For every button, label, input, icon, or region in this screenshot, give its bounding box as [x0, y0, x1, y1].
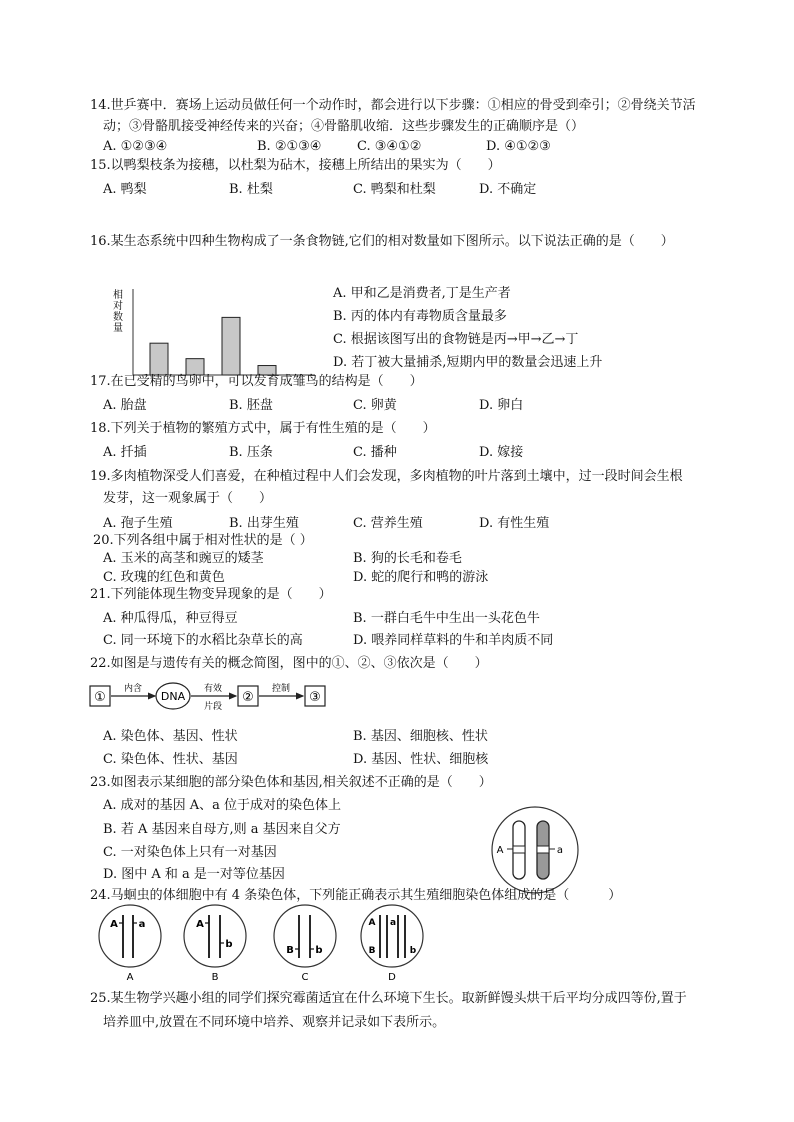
q23-option-a: A. 成对的基因 A、a 位于成对的染色体上 — [103, 798, 342, 813]
chart-ylabel-char: 相 — [113, 290, 123, 301]
q25-stem-line1: 25.某生物学兴趣小组的同学们探究霉菌适宜在什么环境下生长。取新鲜馒头烘干后平均分成四等份,置于 — [90, 991, 687, 1006]
q21-option-b: B. 一群白毛牛中生出一头花色牛 — [353, 611, 540, 626]
q15-option-d: D. 不确定 — [479, 182, 537, 197]
cell-a-gene-1: A — [110, 919, 118, 930]
q17-option-a: A. 胎盘 — [103, 398, 147, 413]
q21-stem: 21.下列能体现生物变异现象的是（ ） — [90, 587, 332, 602]
cell-b-caption: B — [211, 972, 219, 983]
q17-option-c: C. 卵黄 — [353, 398, 397, 413]
q18-stem: 18.下列关于植物的繁殖方式中，属于有性生殖的是（ ） — [90, 421, 436, 436]
cell-a-outline — [99, 905, 161, 967]
q14-option-b: B. ②①③④ — [257, 139, 322, 154]
q16-bar-chart — [100, 285, 330, 380]
q18-option-a: A. 扦插 — [103, 445, 147, 460]
q16-option-c: C. 根据该图写出的食物链是丙→甲→乙→丁 — [333, 332, 579, 347]
q23-chromosome-cell — [485, 804, 585, 896]
concept-dna-label: DNA — [160, 690, 186, 703]
q16-option-b: B. 丙的体内有毒物质含量最多 — [333, 309, 507, 324]
gene-label-upper-a: A — [496, 845, 504, 856]
q22-option-a: A. 染色体、基因、性状 — [103, 729, 238, 744]
q22-option-b: B. 基因、细胞核、性状 — [353, 729, 488, 744]
q17-option-b: B. 胚盘 — [229, 398, 273, 413]
chart-ylabel-char: 量 — [113, 323, 123, 334]
cell-d-gene-1: A — [368, 918, 376, 928]
chart-bar — [222, 317, 240, 375]
chart-ylabel-char: 对 — [113, 301, 123, 312]
cell-d-outline — [361, 905, 423, 967]
q15-option-b: B. 杜梨 — [229, 182, 273, 197]
concept-arrow-2-label-bottom: 片段 — [203, 702, 223, 712]
q20-option-a: A. 玉米的高茎和豌豆的矮茎 — [103, 551, 264, 566]
q20-option-d: D. 蛇的爬行和鸭的游泳 — [353, 570, 489, 585]
concept-box-3-label: ③ — [309, 690, 321, 705]
concept-arrow-2-label-top: 有效 — [203, 684, 223, 694]
cell-b-outline — [184, 905, 246, 967]
q21-option-a: A. 种瓜得瓜，种豆得豆 — [103, 611, 238, 626]
concept-arrow-1-label: 内含 — [123, 684, 143, 694]
cell-d-gene-2: a — [389, 918, 397, 928]
cell-c-outline — [274, 905, 336, 967]
q19-option-a: A. 孢子生殖 — [103, 516, 173, 531]
q25-stem-line2: 培养皿中,放置在不同环境中培养、观察并记录如下表所示。 — [103, 1015, 446, 1030]
cell-c-gene-2: b — [315, 945, 323, 956]
concept-arrow-3-label: 控制 — [271, 684, 291, 694]
q15-stem: 15.以鸭梨枝条为接穗，以杜梨为砧木，接穗上所结出的果实为（ ） — [90, 158, 501, 173]
q20-option-b: B. 狗的长毛和卷毛 — [353, 551, 462, 566]
cell-c-caption: C — [301, 972, 309, 983]
concept-box-1-label: ① — [94, 690, 106, 705]
q17-stem: 17.在已受精的鸟卵中，可以发育成雏鸟的结构是（ ） — [90, 374, 423, 389]
q14-option-c: C. ③④①② — [357, 139, 422, 154]
q23-option-b: B. 若 A 基因来自母方,则 a 基因来自父方 — [103, 822, 341, 837]
q24-stem: 24.马蛔虫的体细胞中有 4 条染色体，下列能正确表示其生殖细胞染色体组成的是（ ） — [90, 888, 622, 903]
cell-b-gene-1: A — [196, 919, 204, 930]
q22-concept-diagram — [88, 678, 338, 714]
q19-option-d: D. 有性生殖 — [479, 516, 550, 531]
q22-stem: 22.如图是与遗传有关的概念简图，图中的①、②、③依次是（ ） — [90, 656, 488, 671]
q19-option-b: B. 出芽生殖 — [229, 516, 299, 531]
cell-b-gene-2: b — [225, 939, 233, 950]
q20-option-c: C. 玫瑰的红色和黄色 — [103, 570, 225, 585]
q18-option-d: D. 嫁接 — [479, 445, 524, 460]
cell-d-gene-3: B — [368, 946, 376, 956]
q16-option-d: D. 若丁被大量捕杀,短期内甲的数量会迅速上升 — [333, 355, 603, 370]
cell-a-caption: A — [126, 972, 134, 983]
q16-option-a: A. 甲和乙是消费者,丁是生产者 — [333, 286, 511, 301]
q14-option-d: D. ④①②③ — [486, 139, 551, 154]
q23-option-d: D. 图中 A 和 a 是一对等位基因 — [103, 867, 285, 882]
cell-d-caption: D — [388, 972, 396, 983]
q16-stem: 16.某生态系统中四种生物构成了一条食物链,它们的相对数量如下图所示。以下说法正确的是（ ） — [90, 234, 674, 249]
cell-a-gene-2: a — [138, 919, 146, 930]
q19-stem-line1: 19.多肉植物深受人们喜爱，在种植过程中人们会发现，多肉植物的叶片落到土壤中，过一段时间会生根 — [90, 469, 683, 484]
gene-label-lower-a: a — [556, 845, 564, 856]
chart-bar — [150, 343, 168, 375]
q24-cell-diagrams — [95, 903, 435, 983]
chart-ylabel — [113, 288, 123, 334]
q23-stem: 23.如图表示某细胞的部分染色体和基因,相关叙述不正确的是（ ） — [90, 775, 492, 790]
q18-option-b: B. 压条 — [229, 445, 273, 460]
q15-option-c: C. 鸭梨和杜梨 — [353, 182, 436, 197]
q14-stem-line2: 动；③骨骼肌接受神经传来的兴奋；④骨骼肌收缩．这些步骤发生的正确顺序是（） — [103, 119, 585, 134]
q18-option-c: C. 播种 — [353, 445, 397, 460]
q15-option-a: A. 鸭梨 — [103, 182, 147, 197]
q14-stem-line1: 14.世乒赛中．赛场上运动员做任何一个动作时，都会进行以下步骤：①相应的骨受到牵引；②骨绕关节活 — [90, 98, 696, 113]
q22-option-c: C. 染色体、性状、基因 — [103, 752, 238, 767]
q20-stem: 20.下列各组中属于相对性状的是（ ） — [93, 533, 313, 548]
chromosome-gene-band-a-lower — [537, 846, 549, 853]
q17-option-d: D. 卵白 — [479, 398, 524, 413]
q14-option-a: A. ①②③④ — [103, 139, 168, 154]
cell-d-gene-4: b — [409, 946, 417, 956]
chromosome-gene-band-a-upper — [513, 846, 525, 853]
q23-option-c: C. 一对染色体上只有一对基因 — [103, 845, 277, 860]
q19-stem-line2: 发芽，这一观象属于（ ） — [103, 491, 273, 506]
q19-option-c: C. 营养生殖 — [353, 516, 423, 531]
cell-membrane — [492, 807, 578, 893]
q22-option-d: D. 基因、性状、细胞核 — [353, 752, 489, 767]
concept-box-2-label: ② — [242, 690, 254, 705]
cell-c-gene-1: B — [286, 945, 294, 956]
q21-option-d: D. 喂养同样草料的牛和羊肉质不同 — [353, 633, 554, 648]
chart-ylabel-char: 数 — [113, 312, 123, 323]
q21-option-c: C. 同一环境下的水稻比杂草长的高 — [103, 633, 303, 648]
